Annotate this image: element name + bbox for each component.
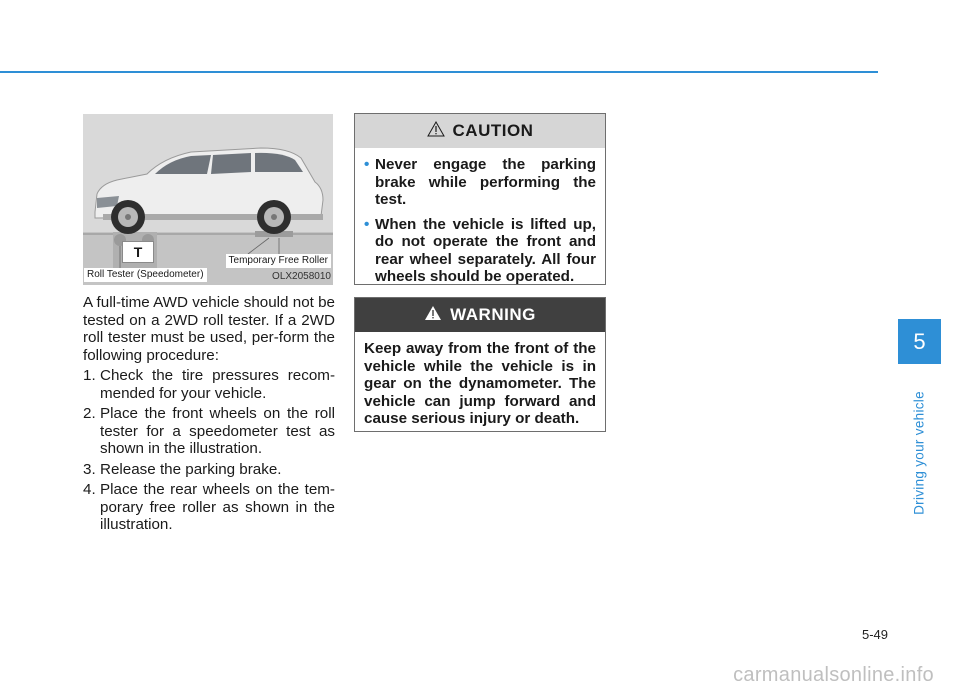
step-number: 3.: [83, 460, 96, 478]
caution-body: [355, 148, 605, 286]
watermark: carmanualsonline.info: [733, 664, 934, 686]
tester-badge-label: T: [133, 244, 143, 260]
caution-list: [364, 156, 596, 286]
step-text: Check the tire pressures recom-mended for your vehicle.: [100, 367, 335, 402]
header-rule: [0, 71, 878, 73]
warning-body: [355, 332, 605, 428]
warning-text: Keep away from the front of the vehicle while the vehicle is in gear on the dynamometer. The vehicle can jump forward and cause serious injury or death.: [364, 340, 596, 427]
caution-title: CAUTION: [452, 121, 534, 140]
warning-triangle-filled-icon: [424, 305, 442, 326]
tester-badge-icon: [122, 241, 154, 263]
roll-tester-illustration: [83, 114, 333, 285]
figure-code: OLX2058010: [272, 271, 331, 282]
caution-item-text: Never engage the parking brake while performing the test.: [375, 156, 596, 208]
procedure-steps: [83, 367, 335, 534]
roll-tester-label: Roll Tester (Speedometer): [84, 268, 207, 282]
step-item: [83, 461, 335, 479]
intro-paragraph: A full-time AWD vehicle should not be tested on a 2WD roll tester. If a 2WD roll tester must be used, per-form the following procedure:: [83, 294, 335, 364]
page-number: 5-49: [861, 627, 888, 642]
step-item: [83, 405, 335, 458]
caution-item: [364, 156, 596, 209]
caution-header: [355, 114, 605, 148]
procedure-text: [83, 294, 335, 534]
warning-box: [354, 297, 606, 432]
step-text: Place the rear wheels on the tem-porary free roller as shown in the illustration.: [100, 481, 335, 533]
warning-title: WARNING: [450, 305, 536, 324]
caution-item-text: When the vehicle is lifted up, do not operate the front and rear wheel separately. All four wheels should be operated.: [375, 215, 596, 285]
warning-triangle-outline-icon: [427, 121, 445, 142]
step-text: Release the parking brake.: [100, 460, 282, 478]
step-item: [83, 367, 335, 402]
step-number: 1.: [83, 367, 96, 384]
temporary-roller-label: Temporary Free Roller: [226, 254, 331, 268]
warning-header: [355, 298, 605, 332]
step-number: 4.: [83, 481, 96, 498]
step-text: Place the front wheels on the roll tester for a speedometer test as shown in the illustration.: [100, 405, 335, 457]
bullet-icon: •: [364, 156, 370, 173]
chapter-tab: [898, 319, 941, 364]
step-item: [83, 481, 335, 534]
bullet-icon: •: [364, 215, 370, 233]
caution-box: [354, 113, 606, 285]
chapter-title: Driving your vehicle: [911, 391, 927, 515]
chapter-number: 5: [913, 328, 926, 354]
step-number: 2.: [83, 405, 96, 422]
caution-item: [364, 216, 596, 286]
